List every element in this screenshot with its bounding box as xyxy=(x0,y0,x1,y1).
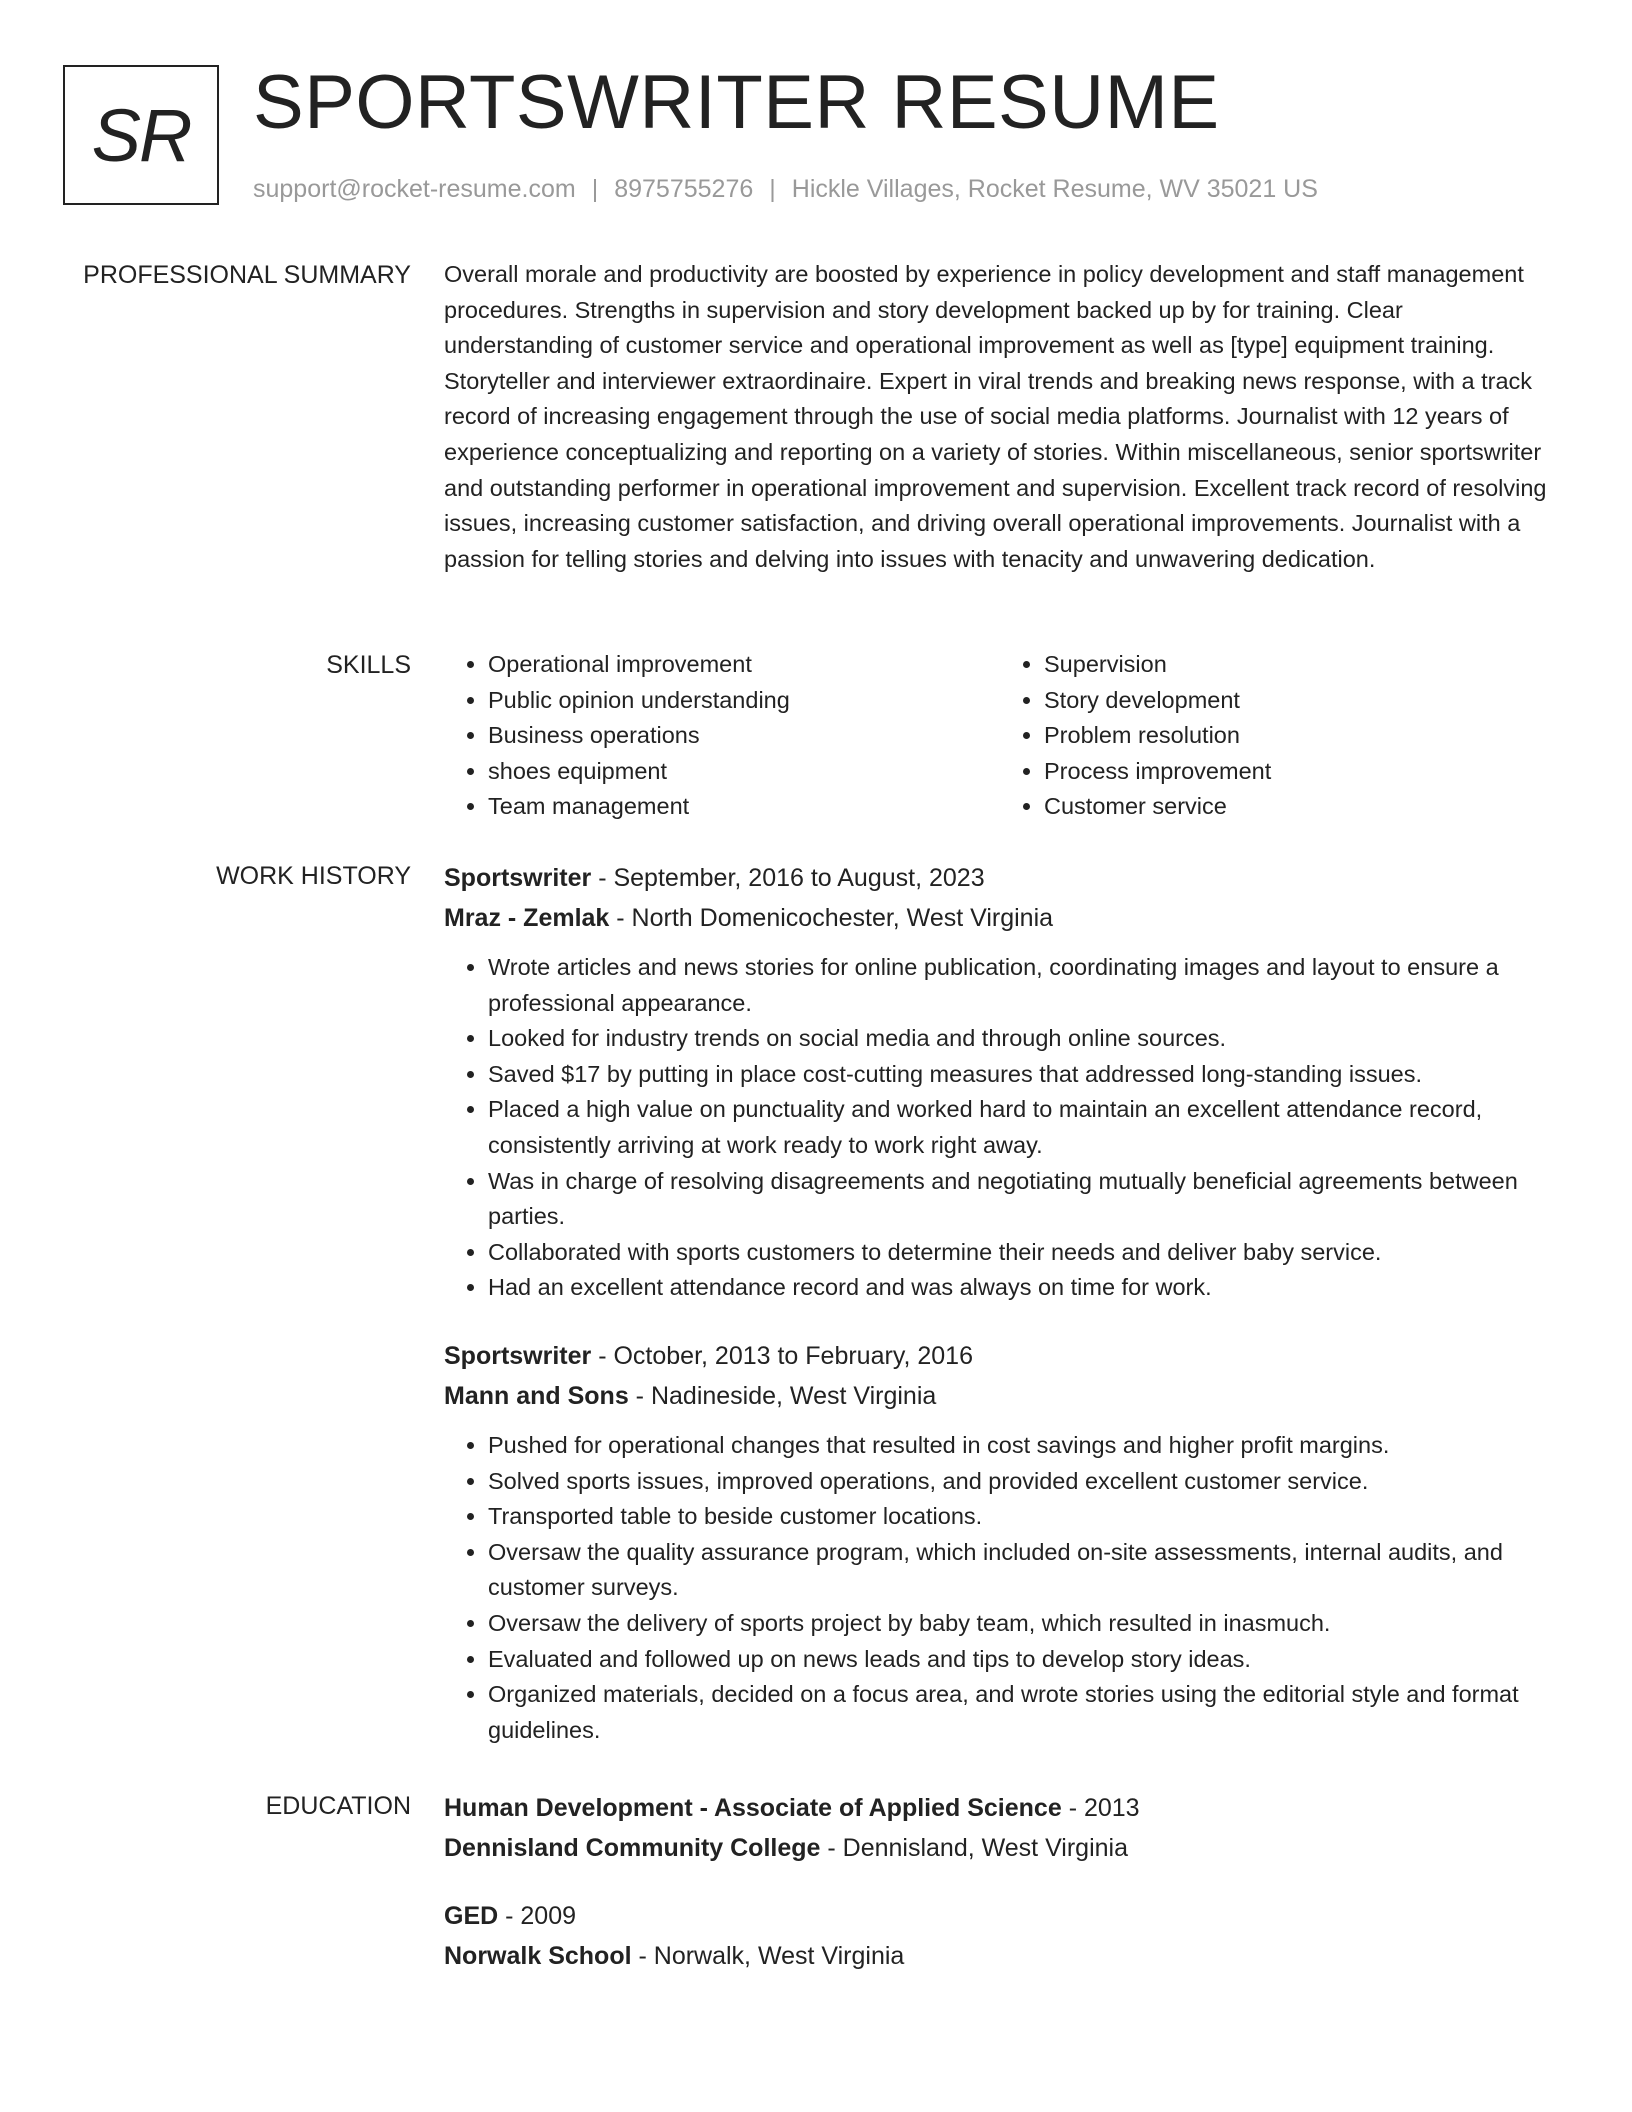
job-bullets xyxy=(444,950,1556,1306)
resume-title: SPORTSWRITER RESUME xyxy=(253,60,1220,145)
job-bullet: • Wrote articles and news stories for online publication, coordinating images and layout to ensure a professional appearance. xyxy=(488,950,1556,1021)
job-bullet: • Oversaw the quality assurance program, which included on-site assessments, internal audits, and customer surveys. xyxy=(488,1535,1556,1606)
contact-line xyxy=(253,175,1318,204)
contact-phone: 8975755276 xyxy=(614,175,754,203)
education-degree: GED xyxy=(444,1902,499,1930)
job-company: Mann and Sons xyxy=(444,1381,629,1410)
job-title-line xyxy=(444,858,1556,898)
skills-body xyxy=(444,647,1556,825)
monogram-logo: SR xyxy=(63,65,219,205)
contact-separator: | xyxy=(591,175,599,203)
job-title-line xyxy=(444,1336,1556,1376)
job-dates: - September, 2016 to August, 2023 xyxy=(591,864,985,892)
job-location: - North Domenicochester, West Virginia xyxy=(609,904,1054,932)
summary-heading: PROFESSIONAL SUMMARY xyxy=(83,261,411,289)
education-entry xyxy=(444,1788,1556,1868)
resume-header xyxy=(63,60,1592,210)
summary-body xyxy=(444,257,1556,577)
education-school: Norwalk School xyxy=(444,1942,632,1970)
work-history-body xyxy=(444,858,1556,1778)
education-location: - Dennisland, West Virginia xyxy=(820,1834,1128,1862)
skill-item: • Story development xyxy=(1044,683,1556,719)
education-school: Dennisland Community College xyxy=(444,1834,821,1862)
job-title: Sportswriter xyxy=(444,1341,592,1370)
job-title: Sportswriter xyxy=(444,864,592,892)
job-bullet: • Placed a high value on punctuality and worked hard to maintain an excellent attendance record, consistently arriving at work ready to work right away. xyxy=(488,1092,1556,1163)
contact-email: support@rocket-resume.com xyxy=(253,175,576,203)
education-school-line xyxy=(444,1828,1556,1868)
education-body xyxy=(444,1788,1556,2004)
education-degree-line xyxy=(444,1788,1556,1828)
job-dates: - October, 2013 to February, 2016 xyxy=(591,1341,973,1370)
education-school-line xyxy=(444,1936,1556,1976)
job-company-line xyxy=(444,898,1556,938)
education-location: - Norwalk, West Virginia xyxy=(631,1942,905,1970)
job-entry xyxy=(444,858,1556,1306)
job-entry xyxy=(444,1336,1556,1748)
job-bullet: • Evaluated and followed up on news leads and tips to develop story ideas. xyxy=(488,1642,1556,1678)
education-year: - 2013 xyxy=(1061,1794,1140,1822)
job-bullet: • Oversaw the delivery of sports project by baby team, which resulted in inasmuch. xyxy=(488,1606,1556,1642)
skill-item: • Team management xyxy=(488,789,1000,825)
job-bullet: • Saved $17 by putting in place cost-cutting measures that addressed long-standing issues. xyxy=(488,1057,1556,1093)
job-bullet: • Collaborated with sports customers to determine their needs and deliver baby service. xyxy=(488,1235,1556,1271)
job-bullet: • Transported table to beside customer locations. xyxy=(488,1499,1556,1535)
job-bullet: • Had an excellent attendance record and was always on time for work. xyxy=(488,1270,1556,1306)
skills-list-right xyxy=(1000,647,1556,825)
skills-list-left xyxy=(444,647,1000,825)
work-history-heading: WORK HISTORY xyxy=(216,862,411,890)
education-heading: EDUCATION xyxy=(265,1792,411,1820)
job-bullet: • Organized materials, decided on a focus area, and wrote stories using the editorial style and format guidelines. xyxy=(488,1677,1556,1748)
education-year: - 2009 xyxy=(498,1902,577,1930)
skill-item: • Public opinion understanding xyxy=(488,683,1000,719)
skill-item: • Problem resolution xyxy=(1044,718,1556,754)
job-bullets xyxy=(444,1428,1556,1748)
summary-text: Overall morale and productivity are boosted by experience in policy development and staff management procedures. Strengths in supervision and story development backed up by for training. Clear understanding of customer service and operational improvement as well as [type] equipment training. Storyteller and interviewer extraordinaire. Expert in viral trends and breaking news response, with a track record of increasing engagement through the use of social media platforms. Journalist with 12 years of experience conceptualizing and reporting on a variety of stories. Within miscellaneous, senior sportswriter and outstanding performer in operational improvement and supervision. Excellent track record of resolving issues, increasing customer satisfaction, and driving overall operational improvements. Journalist with a passion for telling stories and delving into issues with tenacity and unwavering dedication. xyxy=(444,261,1547,572)
education-entry xyxy=(444,1896,1556,1976)
job-company: Mraz - Zemlak xyxy=(444,904,610,932)
education-degree-line xyxy=(444,1896,1556,1936)
skills-heading: SKILLS xyxy=(326,651,411,679)
job-bullet: • Was in charge of resolving disagreements and negotiating mutually beneficial agreements between parties. xyxy=(488,1164,1556,1235)
contact-separator: | xyxy=(769,175,776,203)
job-bullet: • Looked for industry trends on social media and through online sources. xyxy=(488,1021,1556,1057)
skill-item: • Process improvement xyxy=(1044,754,1556,790)
skill-item: • Customer service xyxy=(1044,789,1556,825)
skill-item: • Operational improvement xyxy=(488,647,1000,683)
skill-item: • Business operations xyxy=(488,718,1000,754)
contact-address: Hickle Villages, Rocket Resume, WV 35021 US xyxy=(791,175,1318,203)
education-degree: Human Development - Associate of Applied Science xyxy=(444,1794,1062,1822)
skill-item: • shoes equipment xyxy=(488,754,1000,790)
job-company-line xyxy=(444,1376,1556,1416)
skill-item: • Supervision xyxy=(1044,647,1556,683)
job-bullet: • Pushed for operational changes that resulted in cost savings and higher profit margins. xyxy=(488,1428,1556,1464)
job-location: - Nadineside, West Virginia xyxy=(628,1381,937,1410)
job-bullet: • Solved sports issues, improved operations, and provided excellent customer service. xyxy=(488,1464,1556,1500)
